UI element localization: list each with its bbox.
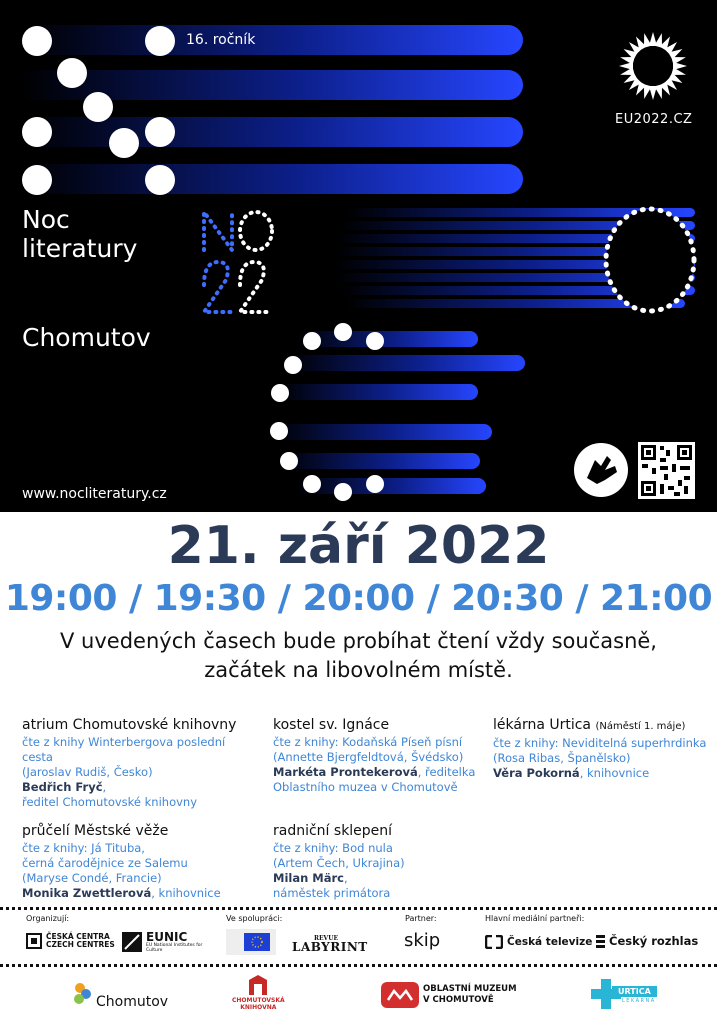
skip-logo bbox=[404, 930, 440, 951]
venue-reader bbox=[273, 871, 503, 886]
ceska-televize-logo bbox=[485, 935, 592, 949]
labyrint-label: LABYRINT bbox=[292, 940, 368, 954]
cro-icon bbox=[596, 934, 605, 948]
reader-role: , bbox=[343, 871, 348, 885]
knihovna-icon bbox=[247, 974, 269, 996]
reader-name: Bedřich Fryč bbox=[22, 780, 103, 794]
venue-book-author: (Artem Čech, Ukrajina) bbox=[273, 856, 405, 870]
dotted-no22 bbox=[204, 212, 232, 312]
event-info bbox=[0, 627, 717, 685]
qr-code bbox=[638, 442, 695, 499]
footer-separator-bottom bbox=[0, 964, 717, 968]
cooperation-label: Ve spolupráci: bbox=[226, 914, 283, 923]
skip-label: skip bbox=[404, 930, 441, 951]
cesky-rozhlas-logo bbox=[596, 934, 698, 948]
reader-role: , ředitelka bbox=[417, 765, 476, 779]
reader-name: Věra Pokorná bbox=[493, 766, 580, 780]
cro-label: Český rozhlas bbox=[609, 934, 699, 948]
reader-role-2: ředitel Chomutovské knihovny bbox=[22, 795, 198, 809]
venue-name: průčelí Městské věže bbox=[22, 823, 169, 839]
venue-reader bbox=[22, 886, 252, 901]
info-line-1: V uvedených časech bude probíhat čtení vždy současně, bbox=[60, 629, 657, 653]
venue-name: kostel sv. Ignáce bbox=[273, 717, 390, 733]
city-label: Chomutov bbox=[22, 323, 151, 352]
ct-label: Česká televize bbox=[507, 936, 593, 948]
knihovna-line-2: KNIHOVNA bbox=[240, 1004, 277, 1011]
venue-book-cont: černá čarodějnice ze Salemu bbox=[22, 856, 188, 870]
reader-role: , bbox=[102, 780, 107, 794]
eu-flag-logo bbox=[226, 929, 276, 955]
reader-name: Milan Märc bbox=[273, 871, 344, 885]
ceska-centra-icon bbox=[26, 933, 42, 949]
venue-book: čte z knihy: Neviditelná superhrdinka bbox=[493, 736, 707, 750]
striped-o bbox=[335, 208, 695, 311]
edition-label: 16. ročník bbox=[186, 32, 256, 48]
muzeum-line-1: OBLASTNÍ MUZEUM bbox=[423, 984, 517, 994]
venue-book-author: (Rosa Ribas, Španělsko) bbox=[493, 751, 631, 765]
venue-book: čte z knihy: Já Tituba, bbox=[22, 841, 145, 855]
title-line-1: Noc bbox=[22, 205, 70, 234]
c-dots bbox=[270, 323, 384, 501]
cc-line-1: ČESKÁ CENTRA bbox=[46, 932, 110, 941]
venue-book: čte z knihy Winterbergova poslední cesta bbox=[22, 735, 226, 764]
eunic-logo bbox=[122, 931, 206, 953]
ct-icon bbox=[485, 935, 503, 949]
venue-lekarna bbox=[493, 716, 713, 781]
partner-label: Partner: bbox=[405, 914, 437, 923]
striped-c bbox=[272, 331, 525, 494]
reader-role: , knihovnice bbox=[151, 886, 221, 900]
venue-reader bbox=[493, 766, 713, 781]
reader-role-2: Oblastního muzea v Chomutově bbox=[273, 780, 458, 794]
knihovna-line-1: CHOMUTOVSKÁ bbox=[232, 997, 285, 1004]
venue-name: lékárna Urtica bbox=[493, 717, 592, 733]
organizers-label: Organizují: bbox=[26, 914, 70, 923]
reader-name: Markéta Prontekerová bbox=[273, 765, 418, 779]
media-label: Hlavní mediální partneři: bbox=[485, 914, 585, 923]
reader-name: Monika Zwettlerová bbox=[22, 886, 152, 900]
revue-labyrint-logo bbox=[292, 934, 368, 952]
eu-presidency-label: EU2022.CZ bbox=[615, 112, 693, 127]
website-link[interactable]: www.nocliteratury.cz bbox=[22, 486, 167, 502]
chomutov-label: Chomutov bbox=[96, 994, 169, 1010]
venue-book: čte z knihy: Bod nula bbox=[273, 841, 393, 855]
eunic-sub: EU National Institutes for Culture bbox=[146, 943, 203, 953]
title-line-2: literatury bbox=[22, 234, 138, 263]
venue-kostel bbox=[273, 716, 503, 795]
poster-title bbox=[22, 205, 137, 263]
event-date: 21. září 2022 bbox=[167, 516, 550, 576]
oblastni-muzeum-logo bbox=[381, 982, 517, 1008]
footer-separator-top bbox=[0, 907, 717, 911]
eu-sun-logo bbox=[619, 32, 687, 100]
venue-name-row bbox=[493, 716, 713, 736]
info-line-2: začátek na libovolném místě. bbox=[204, 658, 513, 682]
venue-vez bbox=[22, 822, 252, 901]
muzeum-line-2: V CHOMUTOVĚ bbox=[423, 995, 494, 1005]
reader-role: , knihovnice bbox=[579, 766, 650, 780]
reader-role-2: náměstek primátora bbox=[273, 886, 391, 900]
venue-book-author: (Maryse Condé, Francie) bbox=[22, 871, 162, 885]
eu-flag-icon bbox=[226, 929, 276, 955]
sign-language-icon bbox=[574, 443, 628, 497]
chomutov-icon bbox=[72, 982, 92, 1006]
venue-book-author: (Annette Bjergfeldtová, Švédsko) bbox=[273, 750, 464, 764]
chomutovska-knihovna-logo bbox=[232, 974, 285, 1011]
venue-note: (Náměstí 1. máje) bbox=[595, 721, 686, 732]
venue-atrium bbox=[22, 716, 252, 810]
eunic-name: EUNIC bbox=[146, 930, 188, 944]
eunic-icon bbox=[122, 932, 142, 952]
venue-book-author: (Jaroslav Rudiš, Česko) bbox=[22, 765, 153, 779]
venue-reader bbox=[22, 780, 252, 795]
revue-label: REVUE bbox=[314, 935, 339, 942]
venue-book: čte z knihy: Kodaňská Píseň písní bbox=[273, 735, 463, 749]
lekarna-label: LÉKÁRNA bbox=[622, 998, 656, 1004]
muzeum-icon bbox=[381, 982, 419, 1008]
cc-line-2: CZECH CENTRES bbox=[46, 940, 115, 949]
venue-name: radniční sklepení bbox=[273, 823, 393, 839]
urtica-lekarna-logo bbox=[590, 978, 657, 1010]
ceska-centra-logo bbox=[26, 933, 115, 949]
chomutov-logo bbox=[72, 978, 168, 1010]
venue-reader bbox=[273, 765, 503, 780]
event-times: 19:00 / 19:30 / 20:00 / 20:30 / 21:00 bbox=[4, 578, 713, 619]
venue-sklepeni bbox=[273, 822, 503, 901]
urtica-label: URTICA bbox=[612, 986, 657, 997]
venue-name: atrium Chomutovské knihovny bbox=[22, 717, 237, 733]
